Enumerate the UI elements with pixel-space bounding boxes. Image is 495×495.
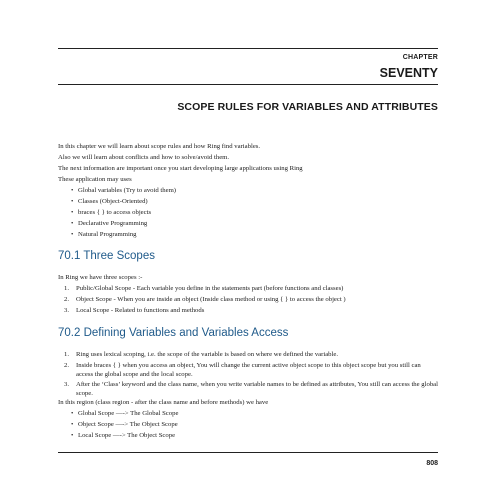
item-number: 2. xyxy=(64,362,70,369)
item-number: 1. xyxy=(64,285,70,292)
bullet-icon: • xyxy=(71,231,74,238)
intro-paragraph: The next information are important once you start developing large applications using Ring xyxy=(58,165,303,172)
numbered-item xyxy=(64,381,438,398)
chapter-name: SEVENTY xyxy=(379,66,438,80)
item-number: 3. xyxy=(64,381,70,388)
section-heading: 70.1 Three Scopes xyxy=(58,250,155,262)
bullet-item xyxy=(71,197,148,207)
bullet-item xyxy=(71,420,178,430)
section-heading: 70.2 Defining Variables and Variables Access xyxy=(58,327,289,339)
bullet-icon: • xyxy=(71,432,74,439)
bullet-text: Local Scope —-> The Object Scope xyxy=(78,432,176,439)
bullet-text: braces { } to access objects xyxy=(78,209,152,216)
intro-paragraph: These application may uses xyxy=(58,176,132,183)
intro-paragraph: In this chapter we will learn about scope rules and how Ring find variables. xyxy=(58,143,261,150)
bullet-text: Natural Programming xyxy=(78,231,137,238)
bullet-icon: • xyxy=(71,209,74,216)
page-number: 808 xyxy=(426,460,438,467)
item-text: Ring uses lexical scoping, i.e. the scope of the variable is based on where we defined the variable. xyxy=(76,351,339,358)
bullet-icon: • xyxy=(71,187,74,194)
numbered-item xyxy=(64,351,438,360)
item-text: Public/Global Scope - Each variable you define in the statements part (before functions and classes) xyxy=(76,285,344,292)
bullet-item xyxy=(71,431,175,441)
bullet-text: Object Scope —-> The Object Scope xyxy=(78,421,178,428)
bullet-item xyxy=(71,409,178,419)
numbered-item xyxy=(64,362,438,379)
item-number: 1. xyxy=(64,351,70,358)
item-text: Object Scope - When you are inside an object (Inside class method or using { } to access the object ) xyxy=(76,296,346,303)
item-text: Local Scope - Related to functions and methods xyxy=(76,307,205,314)
bullet-item xyxy=(71,186,176,196)
bottom-rule xyxy=(58,452,438,453)
bullet-text: Global Scope —-> The Global Scope xyxy=(78,410,179,417)
section-lead: In this region (class region - after the class name and before methods) we have xyxy=(58,399,269,406)
bullet-icon: • xyxy=(71,198,74,205)
bullet-icon: • xyxy=(71,410,74,417)
numbered-item xyxy=(64,307,438,316)
bullet-text: Global variables (Try to avoid them) xyxy=(78,187,177,194)
numbered-item xyxy=(64,296,438,305)
chapter-rule xyxy=(58,84,438,85)
bullet-icon: • xyxy=(71,421,74,428)
item-text: After the ‘Class’ keyword and the class name, when you write variable names to be defined as attributes, You still can access the global scope. xyxy=(76,381,439,397)
top-rule xyxy=(58,48,438,49)
intro-paragraph: Also we will learn about conflicts and how to solve/avoid them. xyxy=(58,154,230,161)
numbered-item xyxy=(64,285,438,294)
chapter-title: SCOPE RULES FOR VARIABLES AND ATTRIBUTES xyxy=(177,101,438,113)
bullet-text: Classes (Object-Oriented) xyxy=(78,198,148,205)
bullet-text: Declarative Programming xyxy=(78,220,148,227)
bullet-item xyxy=(71,208,151,218)
chapter-label: CHAPTER xyxy=(402,54,438,61)
section-lead: In Ring we have three scopes :- xyxy=(58,274,143,281)
item-number: 3. xyxy=(64,307,70,314)
bullet-item xyxy=(71,219,147,229)
item-number: 2. xyxy=(64,296,70,303)
bullet-icon: • xyxy=(71,220,74,227)
item-text: Inside braces { } when you access an object, You will change the current active object scope to this object scope but you still can access the global scope and the local scope. xyxy=(76,362,421,378)
bullet-item xyxy=(71,230,137,240)
